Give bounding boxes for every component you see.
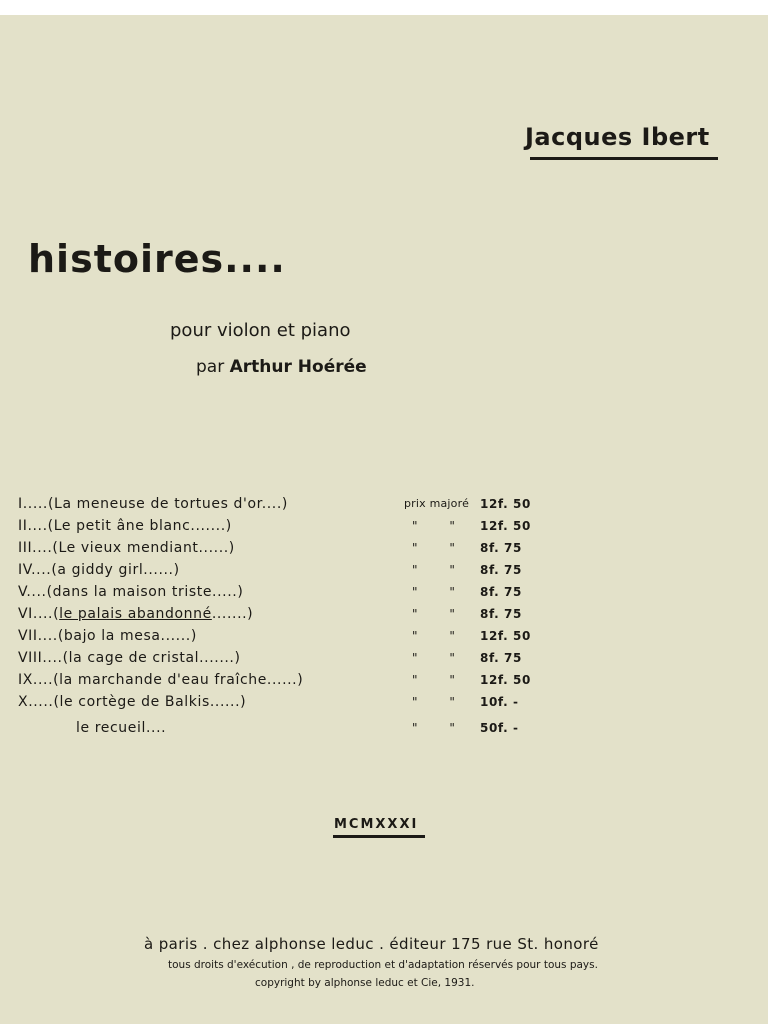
item-title	[53, 603, 253, 625]
item-price: 8f. 75	[480, 585, 522, 599]
item-title: (a giddy girl......)	[51, 562, 180, 578]
ditto-marks: " "	[412, 519, 469, 533]
work-title: histoires....	[28, 237, 286, 281]
composer-name: Jacques Ibert	[525, 123, 710, 151]
title-paren-close: .......)	[211, 606, 254, 622]
item-title: (le cortège de Balkis......)	[53, 694, 247, 710]
item-title: (Le petit âne blanc.......)	[47, 518, 232, 534]
list-item	[18, 625, 538, 647]
ditto-marks: " "	[412, 563, 469, 577]
item-title: (la cage de cristal.......)	[62, 650, 241, 666]
collection-price: 50f. -	[480, 721, 519, 735]
item-number: VI....	[18, 606, 54, 622]
item-title: (Le vieux mendiant......)	[52, 540, 235, 556]
ditto-marks: " "	[412, 541, 469, 555]
ditto-marks: " "	[412, 651, 469, 665]
item-price: 12f. 50	[480, 519, 531, 533]
arranger-name: Arthur Hoérée	[229, 357, 367, 377]
collection-item	[18, 717, 538, 739]
item-title: (la marchande d'eau fraîche......)	[53, 672, 304, 688]
ditto-marks: " "	[412, 585, 469, 599]
collection-title: le recueil....	[76, 720, 167, 736]
publication-year: MCMXXXI	[334, 817, 419, 832]
list-item	[18, 669, 538, 691]
item-title: (La meneuse de tortues d'or....)	[47, 496, 288, 512]
item-number: X.....	[18, 694, 54, 710]
rights-notice: tous droits d'exécution , de reproduction et d'adaptation réservés pour tous pays.	[168, 959, 598, 971]
item-number: III....	[18, 540, 53, 556]
list-item	[18, 603, 538, 625]
item-number: IV....	[18, 562, 52, 578]
item-price: 8f. 75	[480, 541, 522, 555]
ditto-marks: " "	[412, 695, 469, 709]
arranger-prefix: par	[196, 357, 225, 377]
contents-list	[18, 493, 538, 739]
item-price: 12f. 50	[480, 497, 531, 511]
list-item	[18, 559, 538, 581]
list-item	[18, 537, 538, 559]
year-underline	[333, 835, 425, 838]
item-title: (bajo la mesa......)	[57, 628, 197, 644]
ditto-marks: " "	[412, 721, 469, 735]
list-item	[18, 647, 538, 669]
price-label: prix majoré	[404, 497, 470, 510]
list-item	[18, 493, 538, 515]
item-number: IX....	[18, 672, 54, 688]
item-price: 8f. 75	[480, 607, 522, 621]
item-price: 8f. 75	[480, 651, 522, 665]
item-number: V....	[18, 584, 47, 600]
item-price: 8f. 75	[480, 563, 522, 577]
publisher-line: à paris . chez alphonse leduc . éditeur 175 rue St. honoré	[144, 935, 599, 953]
ditto-marks: " "	[412, 673, 469, 687]
list-item	[18, 515, 538, 537]
item-number: I.....	[18, 496, 48, 512]
composer-underline	[530, 157, 718, 160]
list-item	[18, 691, 538, 713]
ditto-marks: " "	[412, 629, 469, 643]
score-cover	[0, 15, 768, 1024]
item-price: 10f. -	[480, 695, 519, 709]
item-price: 12f. 50	[480, 629, 531, 643]
title-paren-open: (	[53, 606, 60, 622]
copyright-notice: copyright by alphonse leduc et Cie, 1931.	[255, 977, 475, 989]
item-number: II....	[18, 518, 48, 534]
title-underlined: le palais abandonné	[59, 606, 212, 622]
list-item	[18, 581, 538, 603]
item-number: VIII....	[18, 650, 63, 666]
ditto-marks: " "	[412, 607, 469, 621]
item-title: (dans la maison triste.....)	[46, 584, 244, 600]
item-price: 12f. 50	[480, 673, 531, 687]
item-number: VII....	[18, 628, 58, 644]
arranger-credit	[196, 357, 367, 377]
instrumentation: pour violon et piano	[170, 320, 351, 341]
